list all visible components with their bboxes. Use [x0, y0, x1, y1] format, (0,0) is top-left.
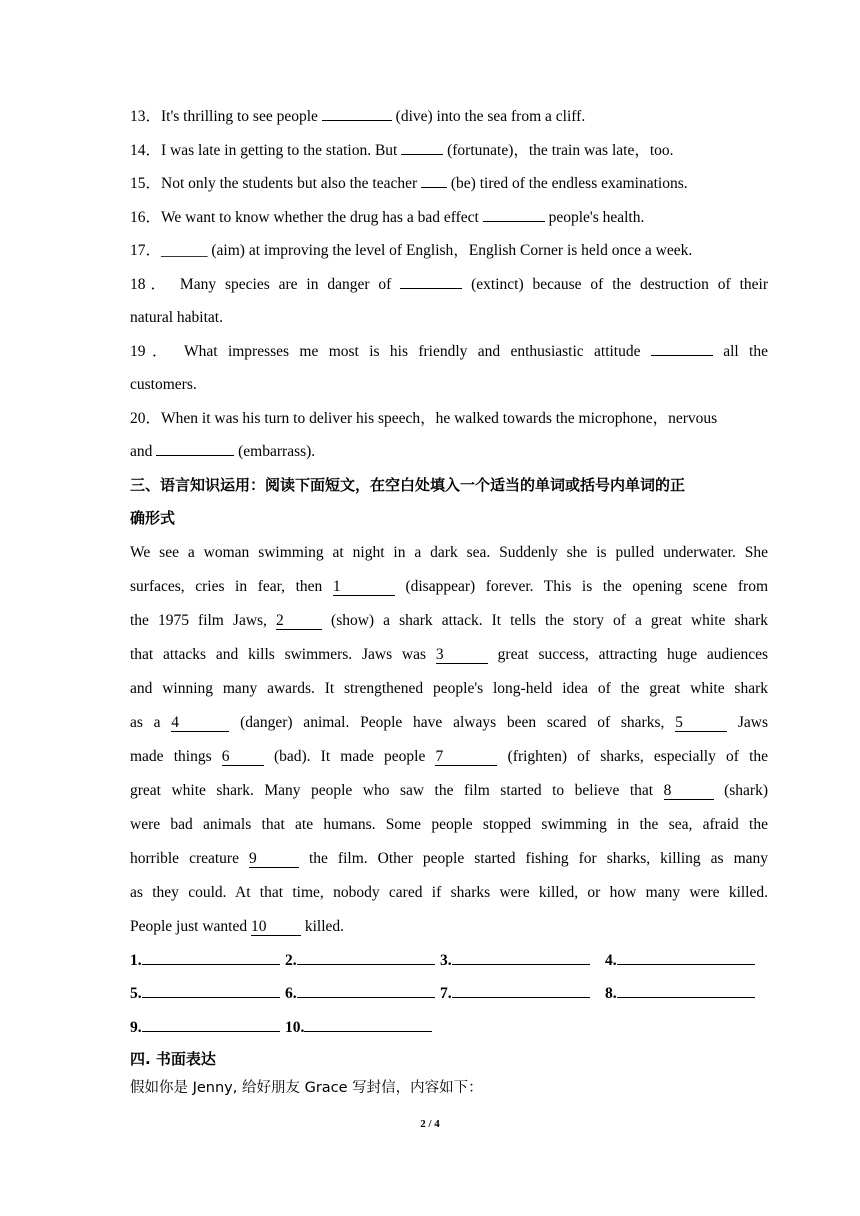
answer-slot[interactable]: 8. — [605, 977, 755, 1011]
answer-blank[interactable] — [156, 438, 234, 456]
answer-slot[interactable]: 7. — [440, 977, 605, 1011]
question-14: 14．I was late in getting to the station. But (fortunate)，the train was late，too. — [130, 134, 768, 168]
section3-heading: 三、语言知识运用：阅读下面短文，在空白处填入一个适当的单词或括号内单词的正 — [130, 475, 686, 494]
answer-sheet — [130, 944, 768, 1045]
section4-heading: 四. 书面表达 — [130, 1050, 216, 1068]
passage-line: and winning many awards. It strengthened people's long-held idea of the great white shark — [130, 679, 768, 697]
passage-blank[interactable]: 1 — [333, 578, 395, 596]
passage-line: the 1975 film Jaws, 2 (show) a shark attack. It tells the story of a great white shark — [130, 611, 769, 629]
page-number: 2 / 4 — [420, 1118, 440, 1130]
answer-blank[interactable] — [421, 170, 447, 188]
answer-slot[interactable]: 3. — [440, 944, 605, 978]
answer-slot[interactable]: 2. — [285, 944, 440, 978]
answer-slot[interactable]: 1. — [130, 944, 285, 978]
answer-slot[interactable]: 4. — [605, 944, 755, 978]
passage-blank[interactable]: 9 — [249, 850, 299, 868]
answer-blank[interactable] — [483, 204, 545, 222]
passage-blank[interactable]: 2 — [276, 612, 322, 630]
question-19: 19． What impresses me most is his friendly and enthusiastic attitude all the — [130, 335, 768, 369]
question-18-cont: natural habitat. — [130, 309, 223, 326]
passage-line: were bad animals that ate humans. Some people stopped swimming in the sea, afraid the — [130, 815, 768, 833]
passage-blank[interactable]: 6 — [222, 748, 264, 766]
question-18: 18． Many species are in danger of (extinct) because of the destruction of their — [130, 268, 768, 302]
passage-line: We see a woman swimming at night in a dark sea. Suddenly she is pulled underwater. She — [130, 543, 768, 561]
passage-blank[interactable]: 8 — [664, 782, 714, 800]
answer-blank[interactable] — [651, 338, 713, 356]
answer-blank[interactable] — [322, 103, 392, 121]
question-19-cont: customers. — [130, 376, 197, 393]
answer-slot[interactable]: 9. — [130, 1011, 285, 1045]
answer-slot[interactable]: 5. — [130, 977, 285, 1011]
answer-blank[interactable] — [401, 137, 443, 155]
passage-line: great white shark. Many people who saw the film started to believe that 8 (shark) — [130, 781, 769, 799]
passage-blank[interactable]: 7 — [435, 748, 497, 766]
question-16: 16．We want to know whether the drug has a bad effect people's health. — [130, 201, 768, 235]
section3-heading-cont: 确形式 — [130, 509, 176, 527]
answer-slot[interactable]: 6. — [285, 977, 440, 1011]
passage — [130, 536, 768, 944]
answer-blank[interactable] — [400, 271, 462, 289]
question-15: 15．Not only the students but also the teacher (be) tired of the endless examinations. — [130, 167, 768, 201]
passage-blank[interactable]: 10 — [251, 918, 301, 936]
passage-blank[interactable]: 3 — [436, 646, 488, 664]
passage-blank[interactable]: 5 — [675, 714, 727, 732]
question-20: 20．When it was his turn to deliver his speech，he walked towards the microphone，nervous — [130, 409, 718, 427]
question-13: 13．It's thrilling to see people (dive) into the sea from a cliff. — [130, 100, 768, 134]
worksheet-page — [130, 100, 768, 1102]
question-17: 17．______ (aim) at improving the level of English，English Corner is held once a week. — [130, 242, 693, 259]
passage-line: made things 6 (bad). It made people 7 (frighten) of sharks, especially of the — [130, 747, 769, 765]
passage-line: as a 4 (danger) animal. People have always been scared of sharks, 5 Jaws — [130, 713, 769, 731]
passage-line: that attacks and kills swimmers. Jaws was 3 great success, attracting huge audiences — [130, 645, 768, 663]
question-20-cont: and (embarrass). — [130, 435, 768, 469]
passage-line: surfaces, cries in fear, then 1 (disappear) forever. This is the opening scene from — [130, 577, 768, 595]
passage-line: horrible creature 9 the film. Other people started fishing for sharks, killing as many — [130, 849, 769, 867]
answer-slot[interactable]: 10. — [285, 1011, 440, 1045]
section4-intro: 假如你是 Jenny, 给好朋友 Grace 写封信，内容如下： — [130, 1080, 483, 1096]
passage-blank[interactable]: 4 — [171, 714, 229, 732]
passage-line: People just wanted 10 killed. — [130, 917, 345, 935]
passage-line: as they could. At that time, nobody cared if sharks were killed, or how many were killed. — [130, 883, 768, 901]
